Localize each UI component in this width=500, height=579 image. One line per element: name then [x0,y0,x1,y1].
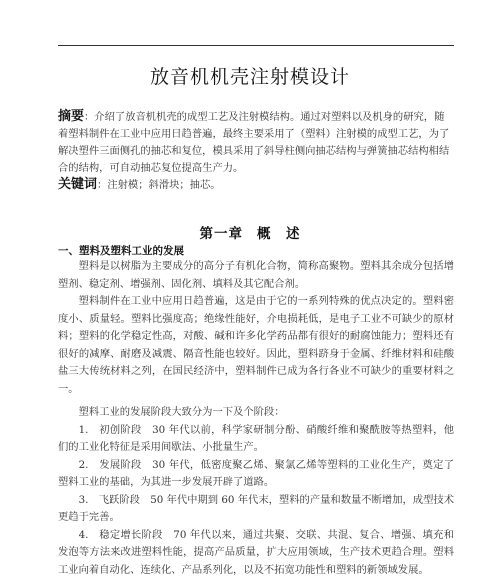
keywords [58,176,454,194]
paragraph: 塑料工业的发展阶段大致分为一下及个阶段： [58,404,454,422]
header-rule [58,45,454,46]
chapter-title: 概 述 [257,226,301,242]
paragraph: 塑料制件在工业中应用日趋普遍，这是由于它的一系列特殊的优点决定的。塑料密度小、质量轻。塑料比强度高；绝缘性能好，介电损耗低，是电子工业不可缺少的原材料；塑料的化学稳定性高，对酸、碱和许多化学药品都有很好的耐腐蚀能力；塑料还有很好的减摩、耐磨及减震、隔音性能也较好。因此，塑料跻身于金属、纤维材料和硅酸盐三大传统材料之列，在国民经济中，塑料制件已成为各行各业不可缺少的重要材料之一。 [58,293,454,398]
paragraph: 塑料是以树脂为主要成分的高分子有机化合物，简称高聚物。塑料其余成分包括增塑剂、稳定剂、增强剂、固化剂、填料及其它配合剂。 [58,258,454,293]
abstract-text: ：介绍了放音机机壳的成型工艺及注射模结构。通过对塑料以及机身的研究，随着塑料制件在工业中应用日趋普遍，最终主要采用了（塑料）注射模的成型工艺，为了解决塑件三面侧孔的抽芯和复位，模具采用了斜导柱侧向抽芯结构与弹簧抽芯结构相结合的结构，可自动抽芯复位提高生产力。 [58,111,449,174]
body-text [58,258,454,579]
list-item: 2. 发展阶段 30 年代，低密度聚乙烯、聚氯乙烯等塑料的工业化生产，奠定了塑料工业的基础，为其进一步发展开辟了道路。 [58,457,454,492]
abstract-label: 摘要 [58,109,84,124]
chapter-number: 第一章 [200,226,244,242]
keywords-text: ：注射模；斜滑块；抽芯。 [97,179,221,191]
keywords-label: 关键词 [58,177,97,192]
section-heading: 一、塑料及塑料工业的发展 [58,243,184,258]
list-item: 1. 初创阶段 30 年代以前，科学家研制分酚、硝酸纤维和聚酰胺等热塑料，他们的工业化特征是采用间歇法、小批量生产。 [58,422,454,457]
list-item: 4. 稳定增长阶段 70 年代以来，通过共聚、交联、共混、复合、增强、填充和发泡等方法来改进塑料性能，提高产品质量，扩大应用领域，生产技术更趋合理。塑料工业向着自动化、连续化、产品系列化，以及不拓宽功能性和塑料的新领域发展。 [58,527,454,579]
list-item: 3. 飞跃阶段 50 年代中期到 60 年代末，塑料的产量和数量不断增加，成型技术更趋于完善。 [58,492,454,527]
document-title: 放音机机壳注射模设计 [0,62,500,89]
abstract [58,108,454,177]
chapter-heading [0,222,500,242]
